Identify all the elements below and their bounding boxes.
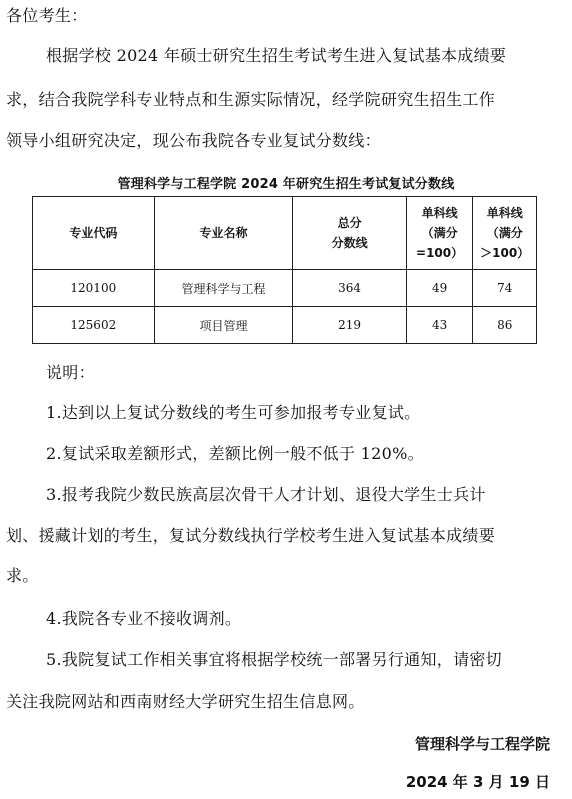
cell-single-100: 49 (406, 270, 473, 307)
signature-date: 2024 年 3 月 19 日 (405, 773, 550, 791)
notes-heading: 说明： (46, 363, 95, 382)
header-single-gt100-line-3: ＞100） (480, 246, 530, 260)
header-name: 专业名称 (154, 197, 293, 270)
table-header-row (33, 197, 537, 270)
header-single-100-line-2: （满分 (421, 226, 458, 240)
header-single-100-line-3: =100） (416, 246, 464, 260)
intro-line-3: 领导小组研究决定，现公布我院各专业复试分数线： (6, 131, 381, 150)
header-total-line-2: 分数线 (331, 236, 368, 250)
note-1-line-1: 1.达到以上复试分数线的考生可参加报考专业复试。 (46, 403, 421, 422)
cell-single-100: 43 (406, 307, 473, 344)
signature-organization: 管理科学与工程学院 (414, 735, 550, 753)
header-code: 专业代码 (33, 197, 155, 270)
cell-total: 219 (293, 307, 406, 344)
table-row (33, 270, 537, 307)
header-total-line-1: 总分 (337, 216, 362, 230)
cell-code: 125602 (33, 307, 155, 344)
note-2-line-1: 2.复试采取差额形式，差额比例一般不低于 120%。 (46, 444, 424, 463)
cell-code: 120100 (33, 270, 155, 307)
salutation: 各位考生： (6, 6, 88, 25)
cell-name: 项目管理 (154, 307, 293, 344)
note-4-line-1: 4.我院各专业不接收调剂。 (46, 609, 242, 628)
cell-single-gt100: 74 (473, 270, 537, 307)
score-table (32, 196, 537, 344)
note-3-line-1: 3.报考我院少数民族高层次骨干人才计划、退役大学生士兵计 (46, 485, 486, 504)
header-single-100-line-1: 单科线 (421, 206, 458, 220)
note-3-line-3: 求。 (6, 566, 39, 585)
header-single-100 (406, 197, 473, 270)
header-single-gt100-line-1: 单科线 (486, 206, 523, 220)
header-single-gt100-line-2: （满分 (486, 226, 523, 240)
cell-name: 管理科学与工程 (154, 270, 293, 307)
header-total (293, 197, 406, 270)
header-single-gt100 (473, 197, 537, 270)
table-row (33, 307, 537, 344)
intro-line-2: 求，结合我院学科专业特点和生源实际情况，经学院研究生招生工作 (6, 90, 496, 109)
cell-total: 364 (293, 270, 406, 307)
cell-single-gt100: 86 (473, 307, 537, 344)
intro-line-1: 根据学校 2024 年硕士研究生招生考试考生进入复试基本成绩要 (46, 46, 507, 65)
note-5-line-1: 5.我院复试工作相关事宜将根据学校统一部署另行通知，请密切 (46, 650, 502, 669)
table-title: 管理科学与工程学院 2024 年研究生招生考试复试分数线 (117, 177, 455, 192)
note-5-line-2: 关注我院网站和西南财经大学研究生招生信息网。 (6, 692, 365, 711)
note-3-line-2: 划、援藏计划的考生，复试分数线执行学校考生进入复试基本成绩要 (6, 526, 496, 545)
